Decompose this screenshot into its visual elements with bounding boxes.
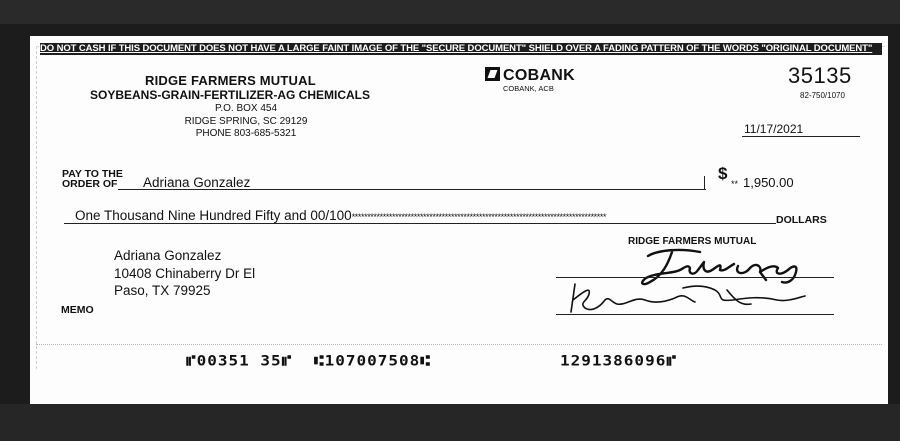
signature-line-1 (556, 277, 834, 278)
payee-address-line: Adriana Gonzalez (114, 248, 222, 263)
routing-fraction: 82-750/1070 (800, 91, 845, 100)
micr-routing-number: ⑆107007508⑆ (314, 351, 431, 370)
payee-line-end (704, 176, 705, 190)
check-number: 35135 (788, 63, 852, 88)
payee-line (118, 189, 706, 190)
dollar-sign: $ (718, 164, 728, 183)
issuer-name: RIDGE FARMERS MUTUAL (145, 73, 316, 88)
amount-words-fill: ********************************************************************************** (351, 212, 607, 222)
pay-to-label-line: ORDER OF (62, 178, 118, 190)
cobank-logo-icon (485, 67, 500, 81)
payee-name: Adriana Gonzalez (143, 175, 251, 190)
issuer-address-line: RIDGE SPRING, SC 29129 (184, 115, 308, 127)
signature-line-2 (556, 314, 834, 315)
date-line (742, 136, 860, 137)
signature-2 (565, 280, 815, 316)
security-warning-banner: DO NOT CASH IF THIS DOCUMENT DOES NOT HAVE A LARGE FAINT IMAGE OF THE "SECURE DOCUMENT" SHIELD OVER A FADING PATTERN OF THE WORDS "ORIGINAL DOCUMENT" (40, 43, 882, 55)
signature-organization: RIDGE FARMERS MUTUAL (628, 236, 757, 247)
bank-subtitle: COBANK, ACB (503, 84, 554, 93)
payee-address (114, 247, 255, 300)
amount-words-row (75, 208, 606, 223)
viewer-top-bar (0, 0, 900, 24)
micr-check-number: ⑈00351 35⑈ (186, 351, 293, 370)
issuer-address (170, 103, 322, 141)
pay-to-label (62, 169, 123, 189)
pay-to-label-line: PAY TO THE (62, 168, 123, 180)
amount-words: One Thousand Nine Hundred Fifty and 00/100 (75, 208, 352, 223)
micr-account-number: 1291386096⑈ (560, 351, 677, 370)
perforation-line (36, 344, 882, 345)
memo-label: MEMO (61, 304, 94, 316)
amount-stars: ** (731, 179, 739, 189)
issuer-address-line: P.O. BOX 454 (214, 103, 278, 114)
payee-address-line: 10408 Chinaberry Dr El (114, 265, 256, 281)
viewer-bottom-bar (0, 404, 900, 441)
amount-numeric: 1,950.00 (743, 175, 794, 190)
bank-name: COBANK (503, 67, 576, 84)
issuer-tagline: SOYBEANS-GRAIN-FERTILIZER-AG CHEMICALS (90, 88, 370, 102)
dollars-label: DOLLARS (776, 214, 827, 226)
check-date: 11/17/2021 (744, 122, 804, 136)
issuer-address-line: PHONE 803-685-5321 (195, 128, 297, 139)
payee-address-line: Paso, TX 79925 (114, 283, 211, 298)
amount-words-line (64, 223, 776, 224)
bank-logo (485, 67, 575, 93)
bank-check (30, 36, 888, 404)
